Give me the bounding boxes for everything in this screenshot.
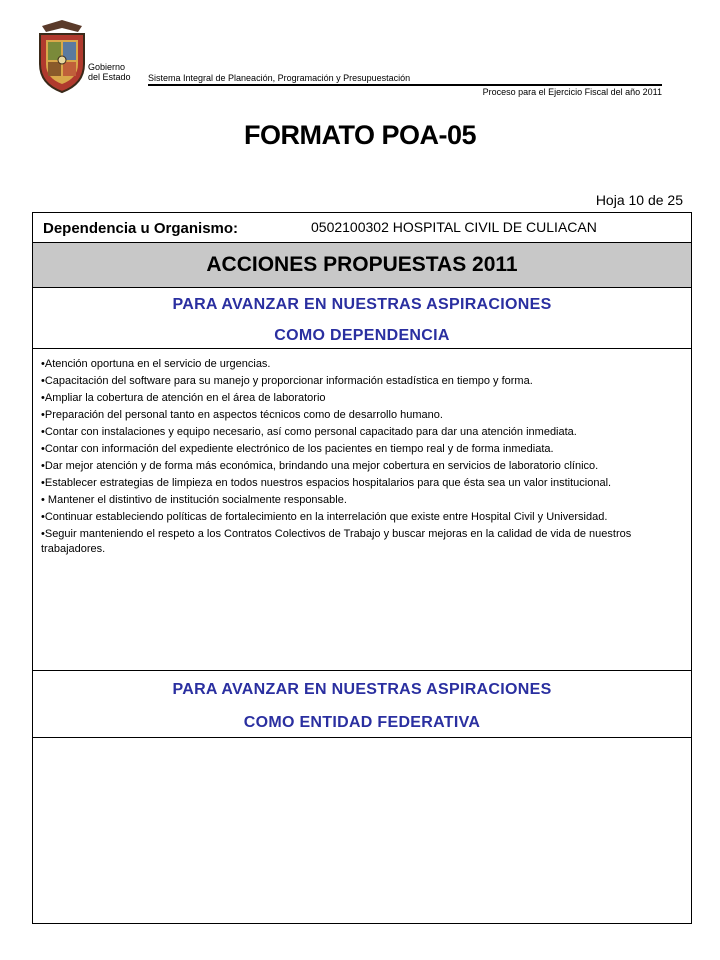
list-item: •Contar con instalaciones y equipo necesario, así como personal capacitado para dar una atención inmediata. — [41, 426, 577, 438]
dependency-row — [33, 213, 691, 243]
page-title: FORMATO POA-05 — [243, 120, 477, 150]
government-label — [88, 62, 131, 82]
state-actions-cell — [33, 738, 691, 923]
gov-line1: Gobierno — [88, 62, 126, 72]
dependency-heading-line2: COMO DEPENDENCIA — [274, 327, 450, 344]
actions-list — [33, 349, 691, 557]
state-heading-line2: COMO ENTIDAD FEDERATIVA — [243, 714, 481, 731]
list-item: •Preparación del personal tanto en aspectos técnicos como de desarrollo humano. — [41, 409, 443, 421]
sheet-number: Hoja 10 de 25 — [595, 192, 683, 208]
state-heading — [33, 671, 691, 738]
actions-list-cell — [33, 349, 691, 671]
process-label: Proceso para el Ejercicio Fiscal del año 2011 — [482, 87, 662, 97]
dependency-heading — [33, 288, 691, 349]
state-coat-of-arms — [34, 18, 90, 96]
list-item: •Ampliar la cobertura de atención en el área de laboratorio — [41, 392, 326, 404]
form-frame — [32, 212, 692, 924]
list-item: •Atención oportuna en el servicio de urgencias. — [41, 358, 271, 370]
gov-line2: del Estado — [88, 72, 131, 82]
list-item: •Continuar estableciendo políticas de fortalecimiento en la interrelación que existe entre Hospital Civil y Universidad. — [41, 511, 608, 523]
system-name: Sistema Integral de Planeación, Programación y Presupuestación — [148, 73, 411, 83]
list-item: •Contar con información del expediente electrónico de los pacientes en tiempo real y de forma inmediata. — [41, 443, 554, 455]
section-title: ACCIONES PROPUESTAS 2011 — [33, 243, 691, 288]
list-item: •Seguir manteniendo el respeto a los Contratos Colectivos de Trabajo y buscar mejoras en la calidad de vida de nuestros trabajadores. — [41, 528, 632, 555]
dependency-label: Dependencia u Organismo: — [43, 220, 239, 237]
list-item: • Mantener el distintivo de institución socialmente responsable. — [41, 494, 347, 506]
list-item: •Establecer estrategias de limpieza en todos nuestros espacios hospitalarios para que ésta sea un valor institucional. — [41, 477, 612, 489]
dependency-value: 0502100302 HOSPITAL CIVIL DE CULIACAN — [311, 219, 597, 235]
list-item: •Capacitación del software para su manejo y proporcionar información estadística en tiempo y forma. — [41, 375, 533, 387]
state-heading-line1: PARA AVANZAR EN NUESTRAS ASPIRACIONES — [172, 681, 552, 698]
list-item: •Dar mejor atención y de forma más económica, brindando una mejor cobertura en servicios de laboratorio clínico. — [41, 460, 599, 472]
dependency-heading-line1: PARA AVANZAR EN NUESTRAS ASPIRACIONES — [172, 296, 552, 313]
header-rule — [148, 84, 662, 86]
